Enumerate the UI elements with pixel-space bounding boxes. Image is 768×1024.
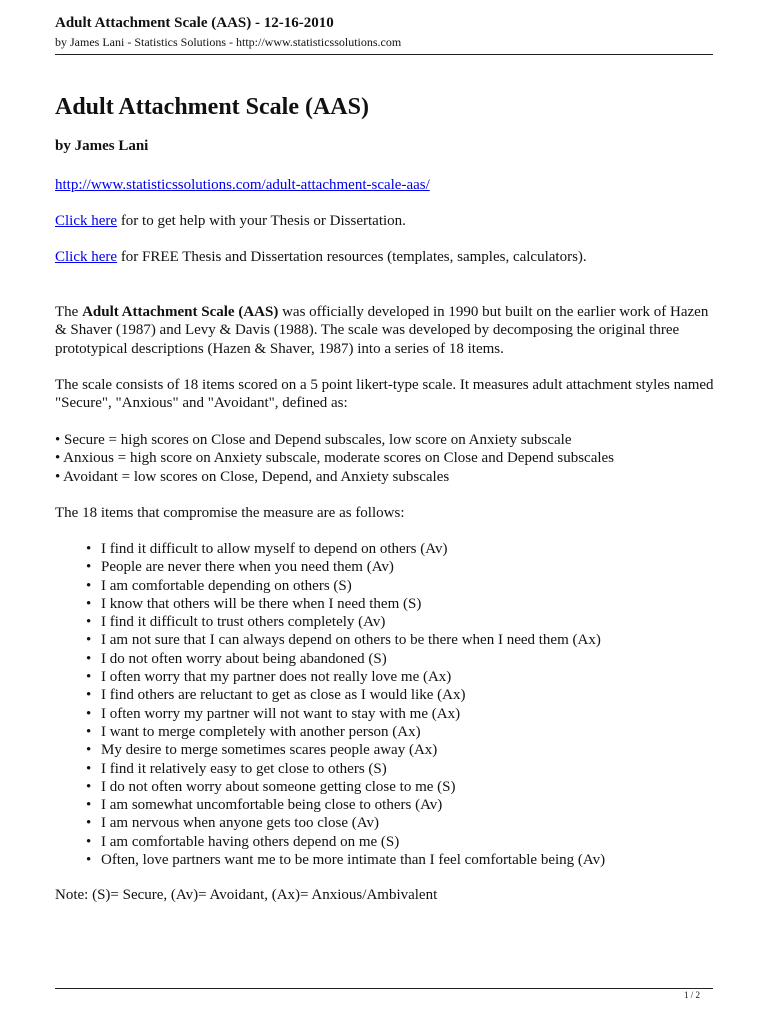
resources-text: for FREE Thesis and Dissertation resources (templates, samples, calculators). bbox=[117, 249, 587, 265]
help-text: for to get help with your Thesis or Dissertation. bbox=[117, 213, 406, 229]
list-item: • I am comfortable depending on others (S) bbox=[85, 577, 605, 595]
items-list bbox=[85, 540, 605, 869]
author-byline: by James Lani bbox=[55, 138, 149, 154]
style-avoidant: • Avoidant = low scores on Close, Depend, and Anxiety subscales bbox=[55, 468, 450, 485]
page-number: 1 / 2 bbox=[683, 990, 700, 1000]
intro-paragraph bbox=[55, 303, 720, 358]
list-item: • My desire to merge sometimes scares people away (Ax) bbox=[85, 741, 605, 759]
list-item: • I find others are reluctant to get as close as I would like (Ax) bbox=[85, 686, 605, 704]
list-item: • I do not often worry about being abandoned (S) bbox=[85, 650, 605, 668]
help-line bbox=[55, 212, 406, 230]
list-item: • People are never there when you need them (Av) bbox=[85, 558, 605, 576]
legend-note: Note: (S)= Secure, (Av)= Avoidant, (Ax)= Anxious/Ambivalent bbox=[55, 887, 438, 903]
header-title: Adult Attachment Scale (AAS) - 12-16-2010 bbox=[55, 15, 334, 31]
resources-line bbox=[55, 248, 587, 266]
article-url-link[interactable]: http://www.statisticssolutions.com/adult-attachment-scale-aas/ bbox=[55, 177, 430, 193]
article-url-line bbox=[55, 176, 430, 194]
list-item: • I find it relatively easy to get close to others (S) bbox=[85, 760, 605, 778]
attachment-styles-list bbox=[55, 431, 614, 486]
resources-click-here-link[interactable]: Click here bbox=[55, 249, 118, 265]
list-item: • I am comfortable having others depend on me (S) bbox=[85, 833, 605, 851]
intro-post: was officially developed in 1990 but built on the earlier work of Hazen & Shaver (1987) and Levy & Davis (1988). The scale was developed by decomposing the original three prototypical descriptions (Hazen & Shaver, 1987) into a series of 18 items. bbox=[55, 304, 709, 357]
header-divider bbox=[55, 54, 713, 55]
list-item: • I want to merge completely with another person (Ax) bbox=[85, 723, 605, 741]
list-item: • I often worry my partner will not want to stay with me (Ax) bbox=[85, 705, 605, 723]
list-item: • I find it difficult to allow myself to depend on others (Av) bbox=[85, 540, 605, 558]
scale-description: The scale consists of 18 items scored on a 5 point likert-type scale. It measures adult attachment styles named "Secure", "Anxious" and "Avoidant", defined as: bbox=[55, 377, 714, 412]
list-item: • I am not sure that I can always depend on others to be there when I need them (Ax) bbox=[85, 631, 605, 649]
list-item: • I know that others will be there when I need them (S) bbox=[85, 595, 605, 613]
help-click-here-link[interactable]: Click here bbox=[55, 213, 118, 229]
footer-divider bbox=[55, 988, 713, 989]
list-item: • I find it difficult to trust others completely (Av) bbox=[85, 613, 605, 631]
items-intro: The 18 items that compromise the measure are as follows: bbox=[55, 505, 405, 521]
header-subtitle: by James Lani - Statistics Solutions - http://www.statisticssolutions.com bbox=[55, 35, 402, 49]
list-item: • I am somewhat uncomfortable being close to others (Av) bbox=[85, 796, 605, 814]
page-title: Adult Attachment Scale (AAS) bbox=[55, 94, 369, 120]
list-item: • I do not often worry about someone getting close to me (S) bbox=[85, 778, 605, 796]
intro-bold: Adult Attachment Scale (AAS) bbox=[82, 304, 279, 320]
style-anxious: • Anxious = high score on Anxiety subscale, moderate scores on Close and Depend subscales bbox=[55, 450, 615, 467]
list-item: • I am nervous when anyone gets too close (Av) bbox=[85, 814, 605, 832]
style-secure: • Secure = high scores on Close and Depend subscales, low score on Anxiety subscale bbox=[55, 432, 572, 448]
list-item: • I often worry that my partner does not really love me (Ax) bbox=[85, 668, 605, 686]
intro-pre: The bbox=[55, 304, 83, 320]
list-item: • Often, love partners want me to be more intimate than I feel comfortable being (Av) bbox=[85, 851, 605, 869]
